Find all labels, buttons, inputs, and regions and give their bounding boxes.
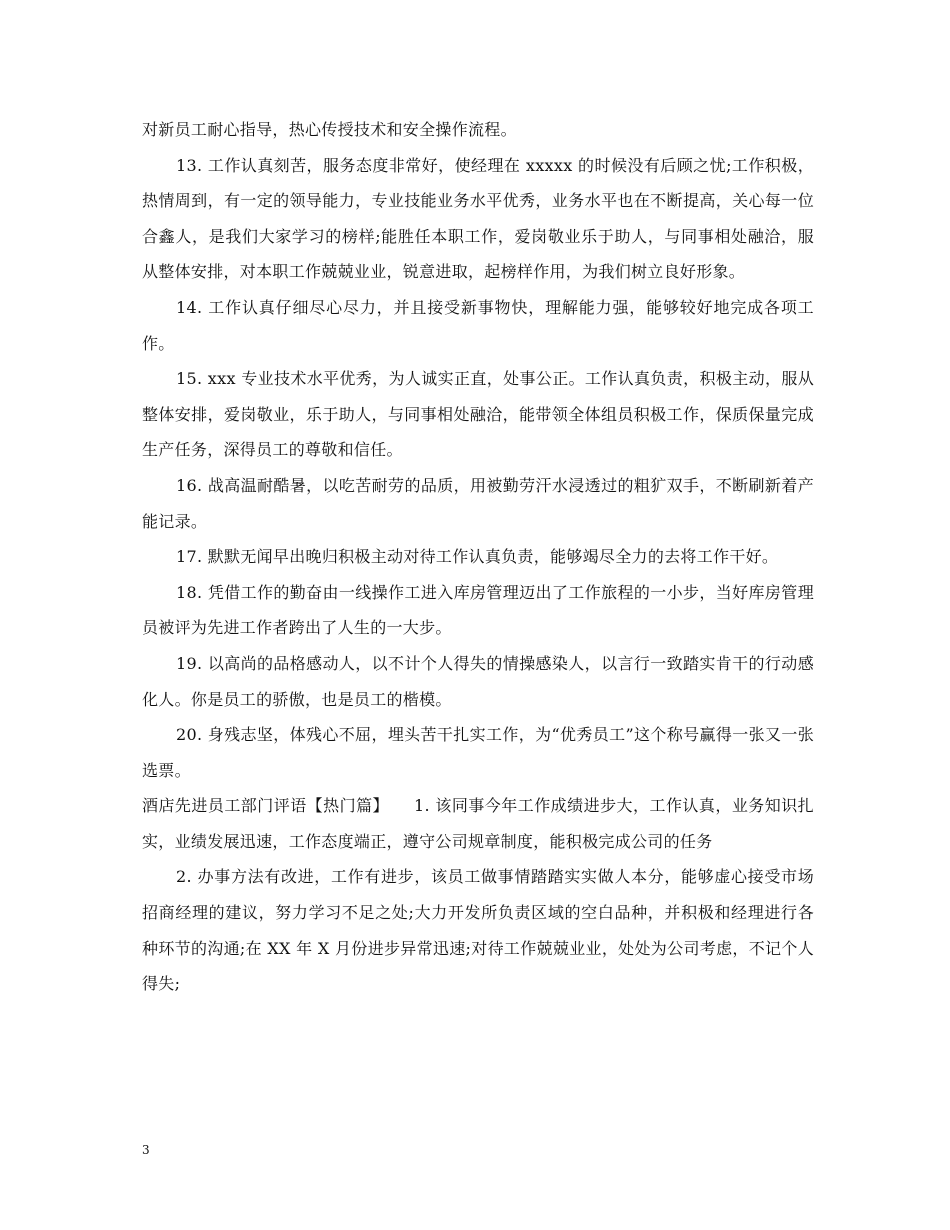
paragraph-item-16: 16. 战高温耐酷暑，以吃苦耐劳的品质，用被勤劳汗水浸透过的粗犷双手，不断刷新着产能记录。 bbox=[142, 475, 814, 531]
section-heading-paragraph: 酒店先进员工部门评语【热门篇】 1. 该同事今年工作成绩进步大，工作认真，业务知识扎实，业绩发展迅速，工作态度端正，遵守公司规章制度，能积极完成公司的任务 bbox=[142, 796, 814, 851]
paragraph-item-17: 17. 默默无闻早出晚归积极主动对待工作认真负责，能够竭尽全力的去将工作干好。 bbox=[176, 547, 779, 567]
paragraph-item-20: 20. 身残志坚，体残心不屈，埋头苦干扎实工作，为“优秀员工”这个称号赢得一张又一张选票。 bbox=[142, 725, 814, 780]
paragraph-item-15: 15. xxx 专业技术水平优秀，为人诚实正直，处事公正。工作认真负责，积极主动，服从整体安排，爱岗敬业，乐于助人，与同事相处融洽，能带领全体组员积极工作，保质保量完成生产任务，深得员工的尊敬和信任。 bbox=[142, 369, 814, 460]
paragraph-section-item-2: 2. 办事方法有改进，工作有进步，该员工做事情踏踏实实做人本分，能够虚心接受市场招商经理的建议，努力学习不足之处;大力开发所负责区域的空白品种，并积极和经理进行各种环节的沟通;在 XX 年 X 月份进步异常迅速;对待工作兢兢业业，处处为公司考虑，不记个人得失; bbox=[142, 867, 814, 994]
page-number: 3 bbox=[142, 1143, 150, 1157]
paragraph-item-14: 14. 工作认真仔细尽心尽力，并且接受新事物快，理解能力强，能够较好地完成各项工作。 bbox=[142, 297, 814, 353]
paragraph-intro-continued: 对新员工耐心指导，热心传授技术和安全操作流程。 bbox=[142, 120, 517, 139]
paragraph-item-13: 13. 工作认真刻苦，服务态度非常好，使经理在 xxxxx 的时候没有后顾之忧;工作积极，热情周到，有一定的领导能力，专业技能业务水平优秀，业务水平也在不断提高，关心每一位合鑫人，是我们大家学习的榜样;能胜任本职工作，爱岗敬业乐于助人，与同事相处融洽，服从整体安排，对本职工作兢兢业业，锐意进取，起榜样作用，为我们树立良好形象。 bbox=[142, 155, 814, 282]
document-body bbox=[142, 112, 814, 1002]
paragraph-item-19: 19. 以高尚的品格感动人，以不计个人得失的情操感染人，以言行一致踏实肯干的行动感化人。你是员工的骄傲，也是员工的楷模。 bbox=[142, 653, 814, 709]
paragraph-item-18: 18. 凭借工作的勤奋由一线操作工进入库房管理迈出了工作旅程的一小步，当好库房管理员被评为先进工作者跨出了人生的一大步。 bbox=[142, 582, 814, 638]
